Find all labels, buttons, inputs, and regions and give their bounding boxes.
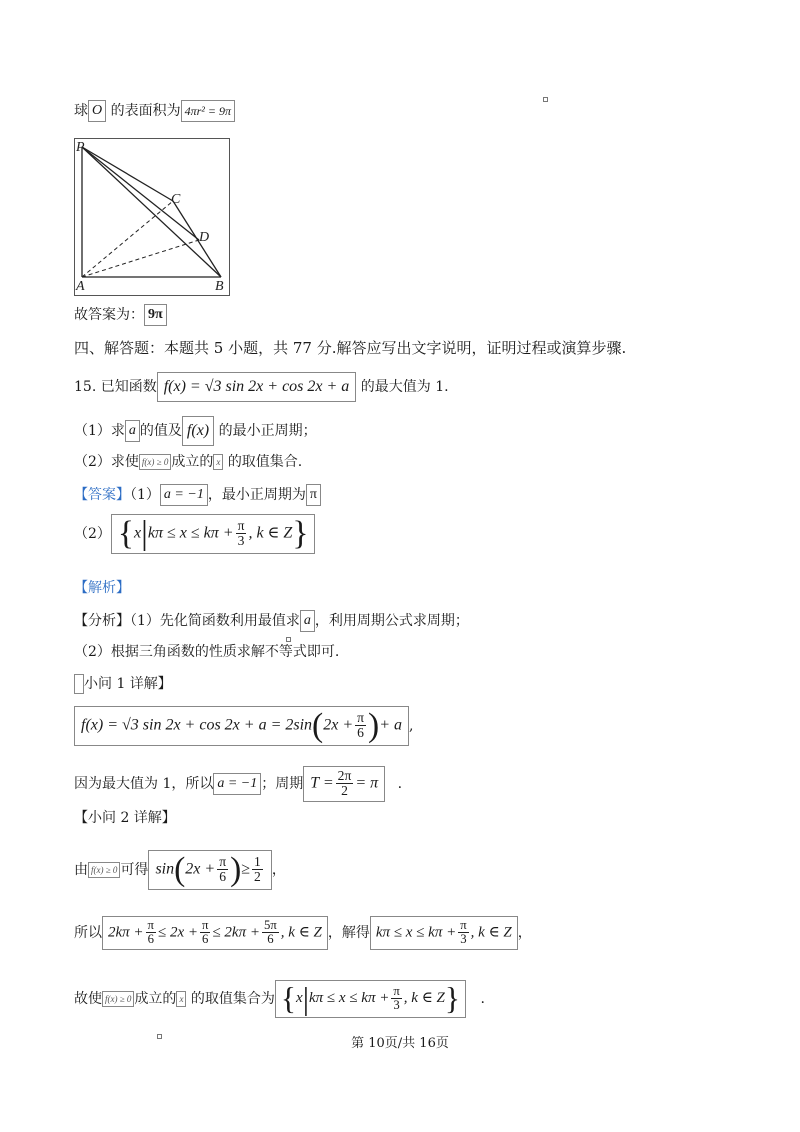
text: 故使 <box>74 990 102 1007</box>
answer-tag: 【答案】 <box>74 487 130 503</box>
text: ， <box>271 861 286 878</box>
text: 小问 1 详解】 <box>84 676 172 692</box>
label-b: B <box>215 279 224 294</box>
math-box: O <box>88 100 106 122</box>
math-box: a <box>300 610 315 632</box>
text: 成立的 <box>171 454 214 470</box>
math-box: f(x) = √3 sin 2x + cos 2x + a <box>157 372 357 402</box>
math-box: sin(2x + $\frac{\pi}{6}$ )≥ $\frac{1}{2}$ <box>148 850 271 890</box>
text: ，最小正周期为 <box>207 487 306 503</box>
page-number: 第 10页/共 16页 <box>351 1036 449 1051</box>
sub1-period <box>74 766 402 802</box>
text: 已知函数 <box>100 379 157 395</box>
math-box: f(x) = √3 sin 2x + cos 2x + a = 2sin(2x + $\frac{\pi}{6}$ )+ a <box>74 706 409 746</box>
text: 的最大值为 1. <box>360 379 449 395</box>
text: 所以 <box>74 924 102 941</box>
q15-part2 <box>74 452 302 472</box>
math-box: f(x) ≥ 0 <box>139 454 171 470</box>
sub1-formula <box>74 706 413 746</box>
section-title: 四、解答题：本题共 5 小题，共 77 分.解答应写出文字说明，证明过程或演算步骤. <box>74 339 627 357</box>
text: 成立的 <box>134 990 177 1007</box>
analysis-tag <box>74 578 130 598</box>
q15-part1 <box>74 416 317 446</box>
text: ， <box>517 924 532 941</box>
math-box: a <box>125 420 140 442</box>
text: 的值及 <box>139 423 182 439</box>
text: （1）先化简函数利用最值求 <box>130 613 300 629</box>
pyramid-diagram <box>75 139 229 295</box>
text: 【小问 2 详解】 <box>74 810 176 826</box>
scan-mark <box>543 97 548 102</box>
sub2-final <box>74 980 485 1018</box>
math-box: 4πr² = 9π <box>181 100 235 122</box>
math-box: T = $\frac{2\pi}{2}$ = π <box>303 766 385 802</box>
math-box: 2kπ + $\frac{\pi}{6}$ ≤ 2x + $\frac{\pi}{6}$ ≤ 2kπ + $\frac{5\pi}{6}$ , k ∈ Z <box>102 916 328 950</box>
text: 的最小正周期； <box>218 423 317 439</box>
blank-box <box>74 674 84 694</box>
text: 因为最大值为 1，所以 <box>74 775 214 792</box>
answer-part1 <box>74 484 321 506</box>
text: 可得 <box>120 861 149 878</box>
q15-stem <box>74 372 449 402</box>
math-box: a = −1 <box>160 484 208 506</box>
text: （2）根据三角函数的性质求解不等式即可. <box>74 644 340 660</box>
text: 【分析】 <box>74 613 130 629</box>
text: （1）求 <box>74 423 125 439</box>
sub2-step2 <box>74 916 532 950</box>
section-heading <box>74 338 626 358</box>
sub1-title <box>74 674 172 694</box>
text: 由 <box>74 861 88 878</box>
math-box: f(x) <box>182 416 214 446</box>
label-d: D <box>199 230 210 245</box>
text: （2）求使 <box>74 454 139 470</box>
text: ，解得 <box>327 924 370 941</box>
sub2-title <box>74 808 176 828</box>
math-box: π <box>306 484 321 506</box>
geometry-figure <box>74 138 230 296</box>
text: . <box>480 990 485 1007</box>
q-number: 15. <box>74 379 97 395</box>
math-box: {x|kπ ≤ x ≤ kπ + $\frac{\pi}{3}$ , k ∈ Z} <box>111 514 316 554</box>
math-box: 9π <box>144 304 167 326</box>
analysis-label: 【解析】 <box>74 580 130 596</box>
fenxi-2 <box>74 642 339 662</box>
text: 故答案为： <box>74 307 144 323</box>
text: （1） <box>130 487 160 503</box>
math-box: a = −1 <box>213 773 261 795</box>
answer-line <box>74 304 167 326</box>
text: ，利用周期公式求周期； <box>314 613 469 629</box>
sub2-step1 <box>74 850 286 890</box>
text: 球 <box>74 103 88 119</box>
text: 的取值集合. <box>227 454 303 470</box>
label-c: C <box>171 192 181 207</box>
math-box: kπ ≤ x ≤ kπ + $\frac{\pi}{3}$ , k ∈ Z <box>370 916 518 950</box>
answer-part2 <box>74 514 315 554</box>
page-footer <box>0 1032 800 1051</box>
surface-area-line <box>74 100 235 122</box>
text: （2） <box>74 525 111 542</box>
math-box: x <box>176 991 186 1007</box>
text: ；周期 <box>261 775 304 792</box>
text: , <box>409 717 414 734</box>
fenxi-1 <box>74 610 469 632</box>
text: 的表面积为 <box>110 103 181 119</box>
math-box: f(x) ≥ 0 <box>88 862 120 878</box>
math-box: {x|kπ ≤ x ≤ kπ + $\frac{\pi}{3}$ , k ∈ Z} <box>275 980 466 1018</box>
text: 的取值集合为 <box>190 990 275 1007</box>
label-p: P <box>76 140 85 155</box>
math-box: x <box>213 454 223 470</box>
label-a: A <box>76 279 85 294</box>
math-box: f(x) ≥ 0 <box>102 991 134 1007</box>
text: . <box>397 775 403 792</box>
